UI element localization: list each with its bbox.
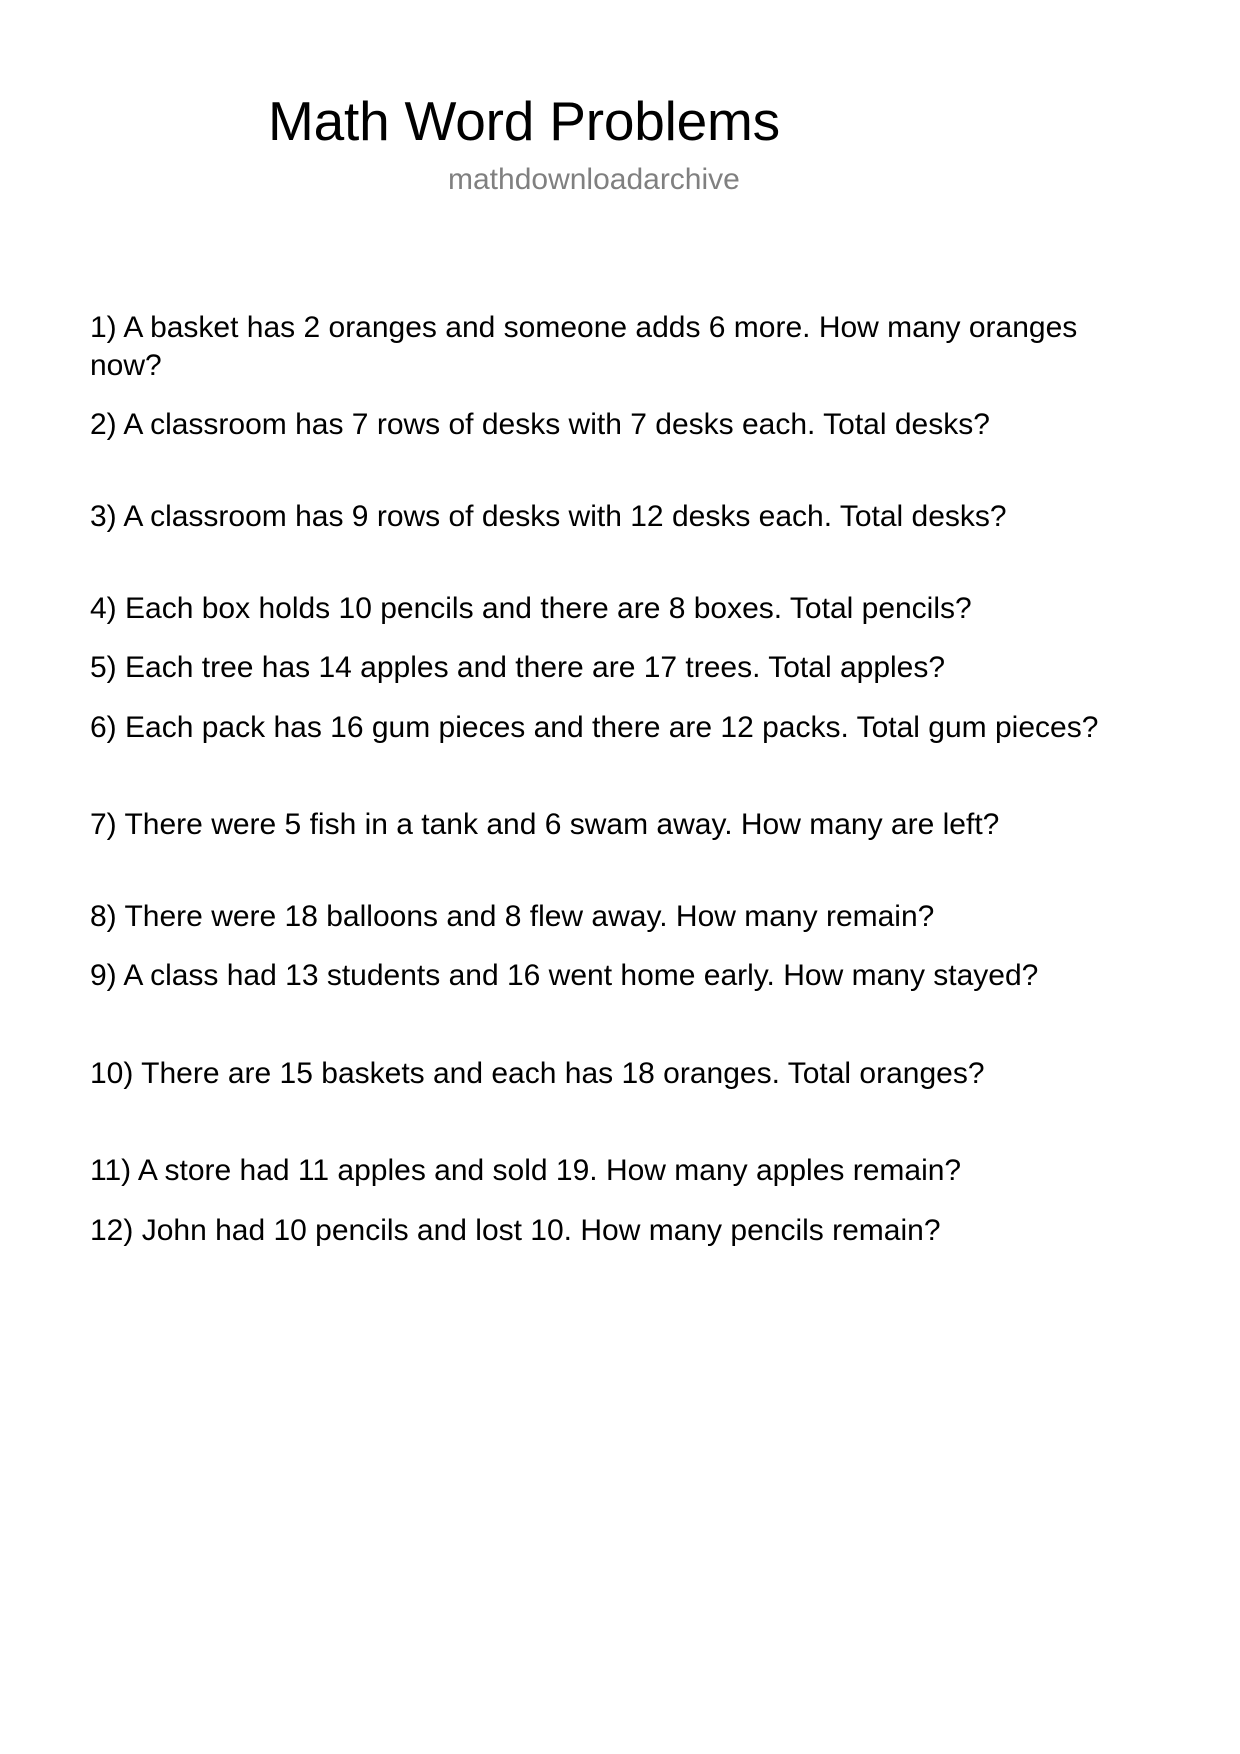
problem-text: There were 18 balloons and 8 flew away. How many remain? [124,900,935,933]
problem-number: 9) [90,959,117,992]
problem-number: 2) [90,408,117,441]
problem-text: There are 15 baskets and each has 18 oranges. Total oranges? [141,1057,985,1090]
problem-item [90,957,1140,995]
problem-text: A class had 13 students and 16 went home early. How many stayed? [123,959,1039,992]
problem-number: 1) [90,311,117,344]
problem-number: 8) [90,900,117,933]
problem-number: 3) [90,500,117,533]
problem-item [90,649,1140,687]
page-title: Math Word Problems [268,90,780,152]
problem-text: A classroom has 7 rows of desks with 7 desks each. Total desks? [123,408,990,441]
problem-text: There were 5 fish in a tank and 6 swam away. How many are left? [124,808,1000,841]
problem-item [90,498,1140,536]
problem-number: 4) [90,592,117,625]
problem-number: 10) [90,1057,134,1090]
problem-number: 5) [90,651,117,684]
problem-item [90,1212,1140,1250]
problem-text: Each box holds 10 pencils and there are 8 boxes. Total pencils? [125,592,972,625]
problem-item [90,309,1140,385]
problem-item [90,709,1140,747]
problem-text: Each pack has 16 gum pieces and there are 12 packs. Total gum pieces? [125,711,1099,744]
problem-text: A basket has 2 oranges and someone adds 6 more. How many oranges now? [90,311,1078,382]
problem-item [90,590,1140,628]
problem-text: A store had 11 apples and sold 19. How many apples remain? [137,1154,962,1187]
problem-item [90,406,1140,444]
page-subtitle: mathdownloadarchive [448,163,740,196]
problem-item [90,1055,1140,1093]
problem-text: A classroom has 9 rows of desks with 12 desks each. Total desks? [123,500,1007,533]
problem-text: Each tree has 14 apples and there are 17 trees. Total apples? [125,651,946,684]
problem-number: 11) [90,1154,132,1187]
problem-text: John had 10 pencils and lost 10. How many pencils remain? [141,1214,941,1247]
problem-item [90,1152,1140,1190]
problem-number: 12) [90,1214,134,1247]
problem-number: 7) [90,808,117,841]
problem-item [90,806,1140,844]
problem-item [90,898,1140,936]
problem-number: 6) [90,711,117,744]
